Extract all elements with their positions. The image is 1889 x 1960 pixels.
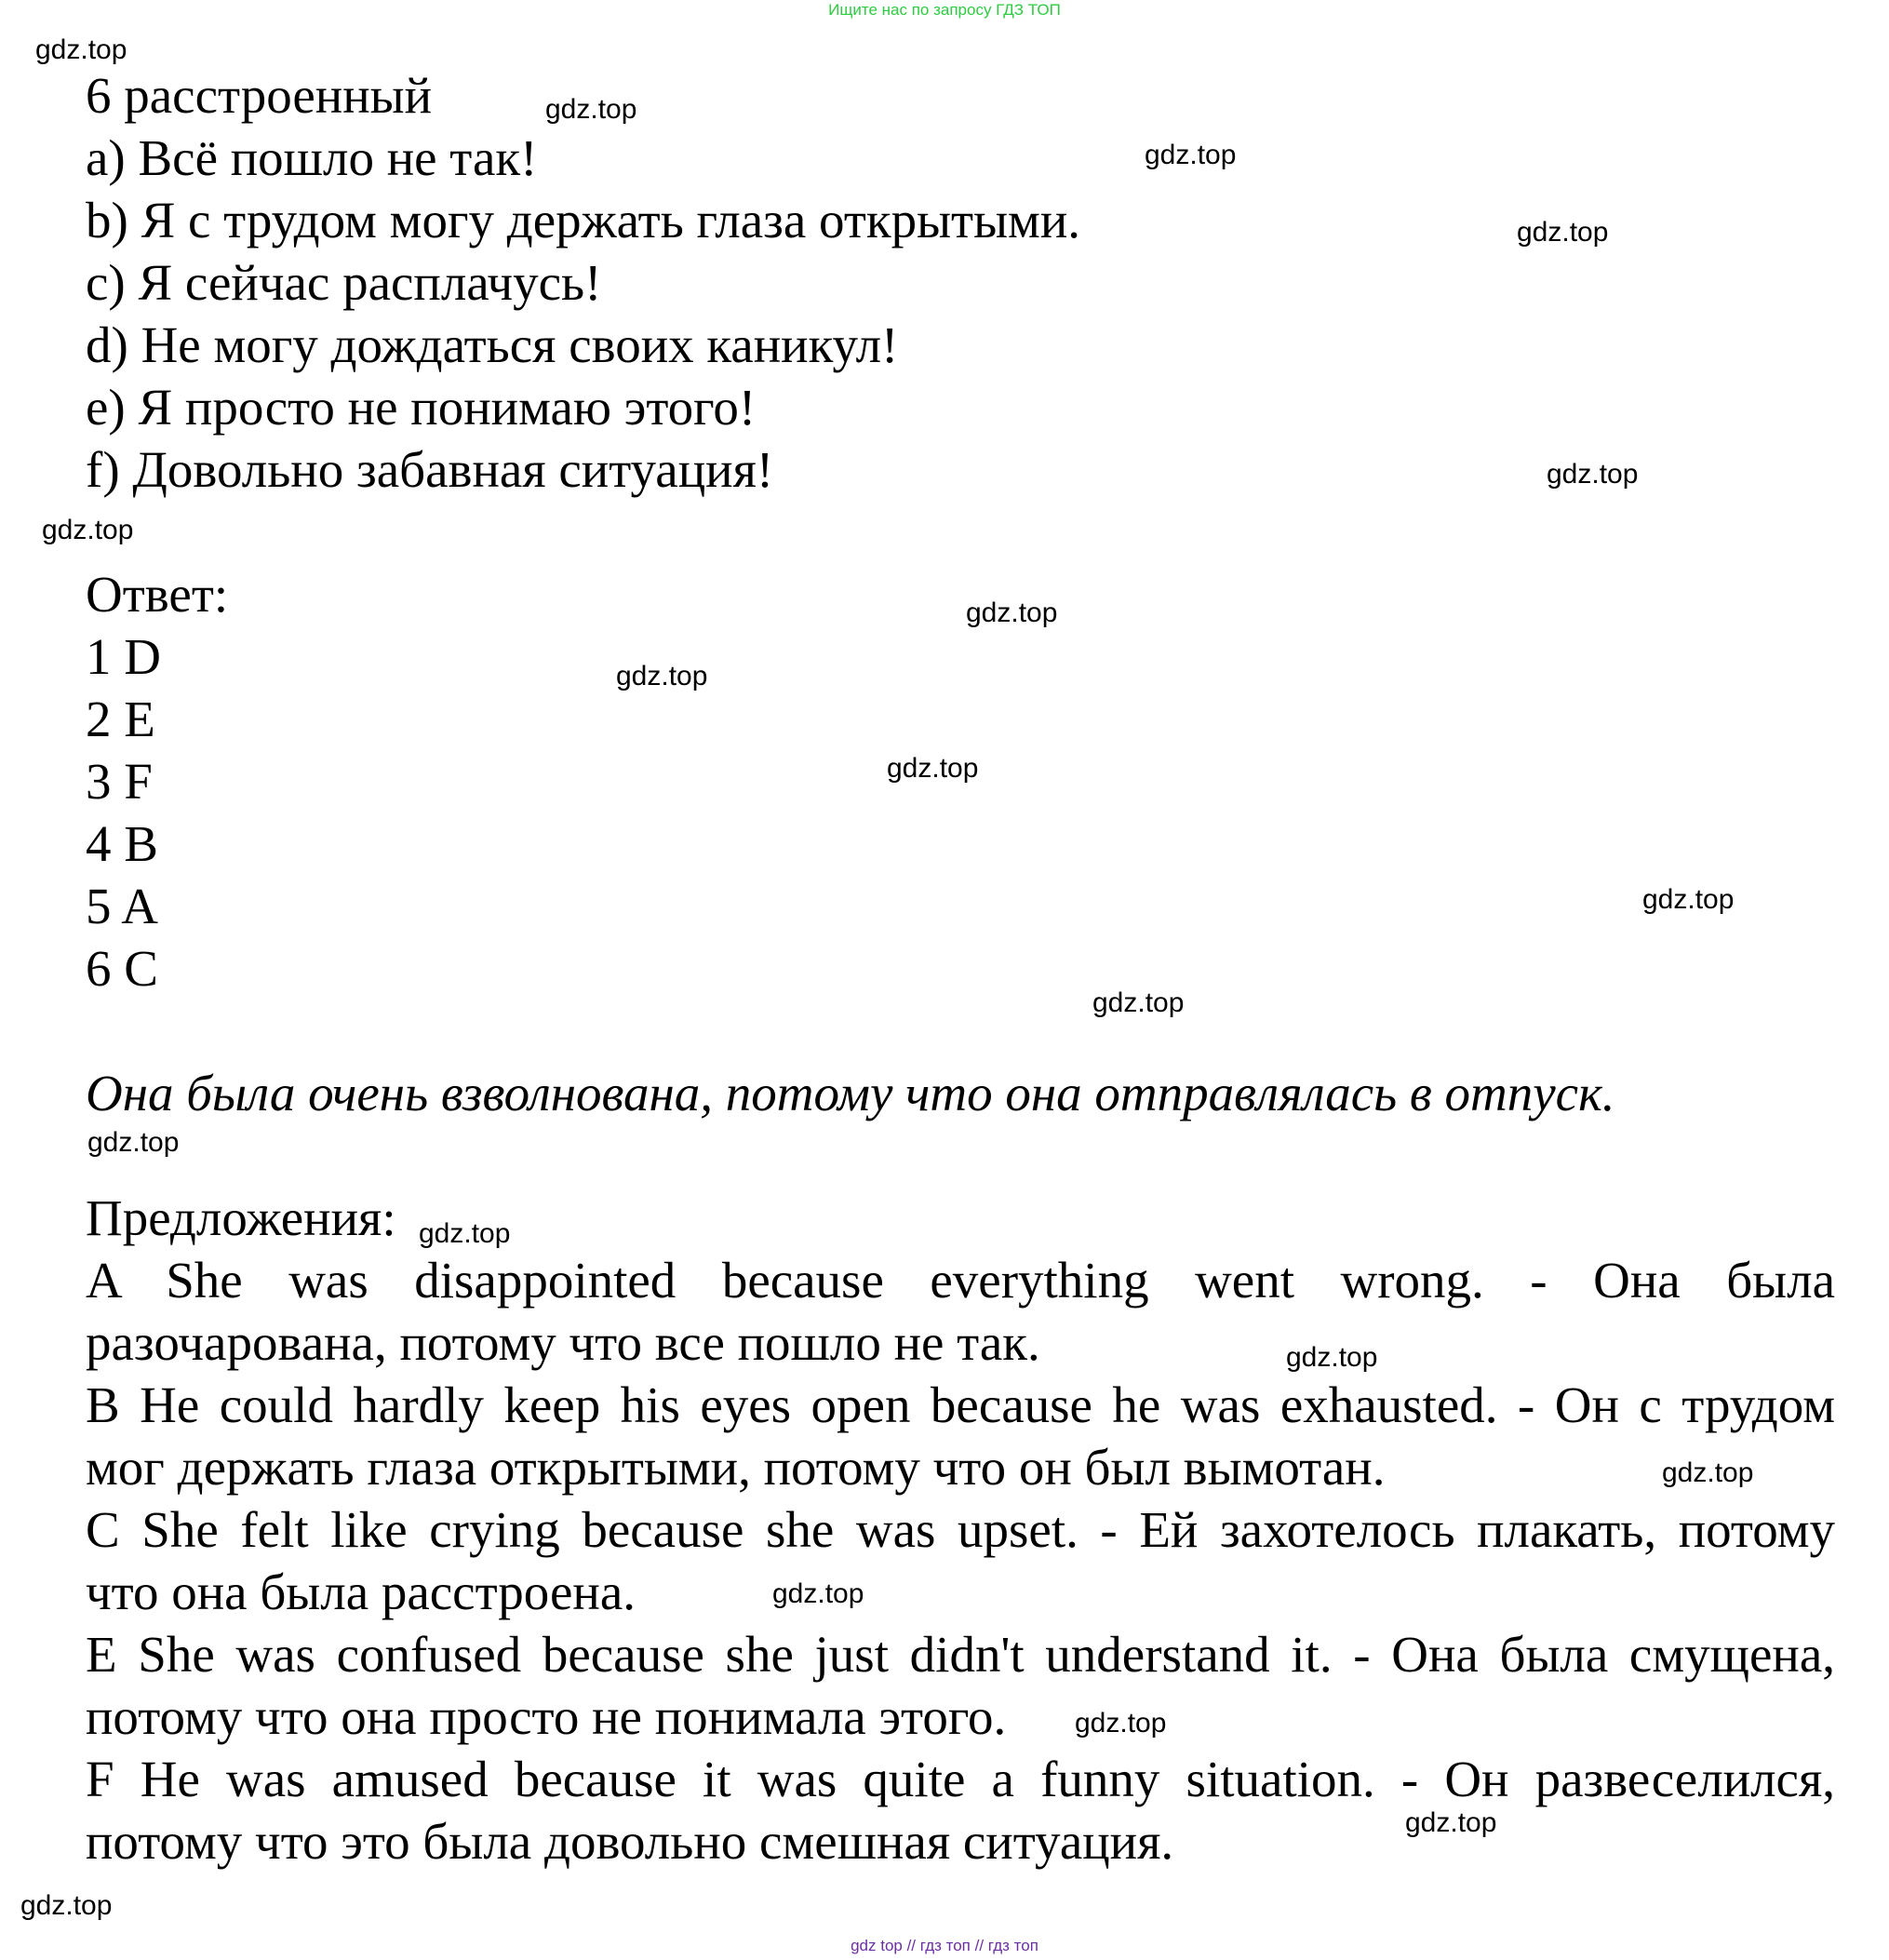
watermark: gdz.top [1662,1457,1754,1488]
task-item-a: a) Всё пошло не так! [86,129,538,186]
watermark: gdz.top [1286,1342,1378,1373]
watermark: gdz.top [42,515,134,545]
watermark: gdz.top [1517,217,1609,248]
task-item-f: f) Довольно забавная ситуация! [86,441,774,498]
watermark: gdz.top [966,597,1058,628]
watermark: gdz.top [616,661,708,691]
watermark: gdz.top [1642,884,1735,915]
watermark: gdz.top [545,94,637,125]
sentence-line: F He was amused because it was quite a funny situation. - Он развеселился, [86,1751,1835,1807]
answer-item: 5 A [86,878,158,934]
footer-links[interactable]: gdz top // гдз топ // гдз топ [851,1937,1038,1954]
watermark: gdz.top [887,753,979,784]
answer-item: 4 B [86,815,158,872]
sentence-line: что она была расстроена. [86,1564,636,1620]
watermark: gdz.top [1075,1708,1167,1738]
answer-item: 2 E [86,691,155,747]
watermark: gdz.top [1547,459,1639,490]
sentence-line: E She was confused because she just didn't understand it. - Она была смущена, [86,1626,1835,1683]
task-item-c: c) Я сейчас расплачусь! [86,254,602,311]
sentence-line: C She felt like crying because she was upset. - Ей захотелось плакать, потому [86,1501,1835,1558]
answer-label: Ответ: [86,566,229,623]
watermark: gdz.top [419,1218,511,1249]
answer-item: 6 C [86,940,158,997]
watermark: gdz.top [87,1127,180,1158]
watermark: gdz.top [1092,987,1185,1018]
task-item-d: d) Не могу дождаться своих каникул! [86,316,899,373]
answer-item: 1 D [86,628,161,685]
sentence-line: A She was disappointed because everything went wrong. - Она была [86,1252,1835,1309]
watermark: gdz.top [1405,1807,1497,1838]
watermark: gdz.top [35,34,127,65]
sentence-line: B He could hardly keep his eyes open because he was exhausted. - Он с трудом [86,1376,1835,1433]
sentence-line: мог держать глаза открытыми, потому что он был вымотан. [86,1439,1386,1496]
watermark: gdz.top [20,1890,113,1921]
example-sentence: Она была очень взволнована, потому что она отправлялась в отпуск. [86,1065,1615,1121]
sentence-line: разочарована, потому что все пошло не так. [86,1314,1040,1371]
sentences-label: Предложения: [86,1189,396,1246]
task-heading: 6 расстроенный [86,67,433,124]
sentence-line: потому что это была довольно смешная ситуация. [86,1813,1174,1870]
search-hint[interactable]: Ищите нас по запросу ГДЗ ТОП [828,1,1061,19]
task-item-e: e) Я просто не понимаю этого! [86,379,757,436]
watermark: gdz.top [1145,140,1237,170]
sentence-line: потому что она просто не понимала этого. [86,1688,1007,1745]
answer-item: 3 F [86,753,153,810]
task-item-b: b) Я с трудом могу держать глаза открытыми. [86,192,1081,248]
watermark: gdz.top [772,1578,864,1609]
